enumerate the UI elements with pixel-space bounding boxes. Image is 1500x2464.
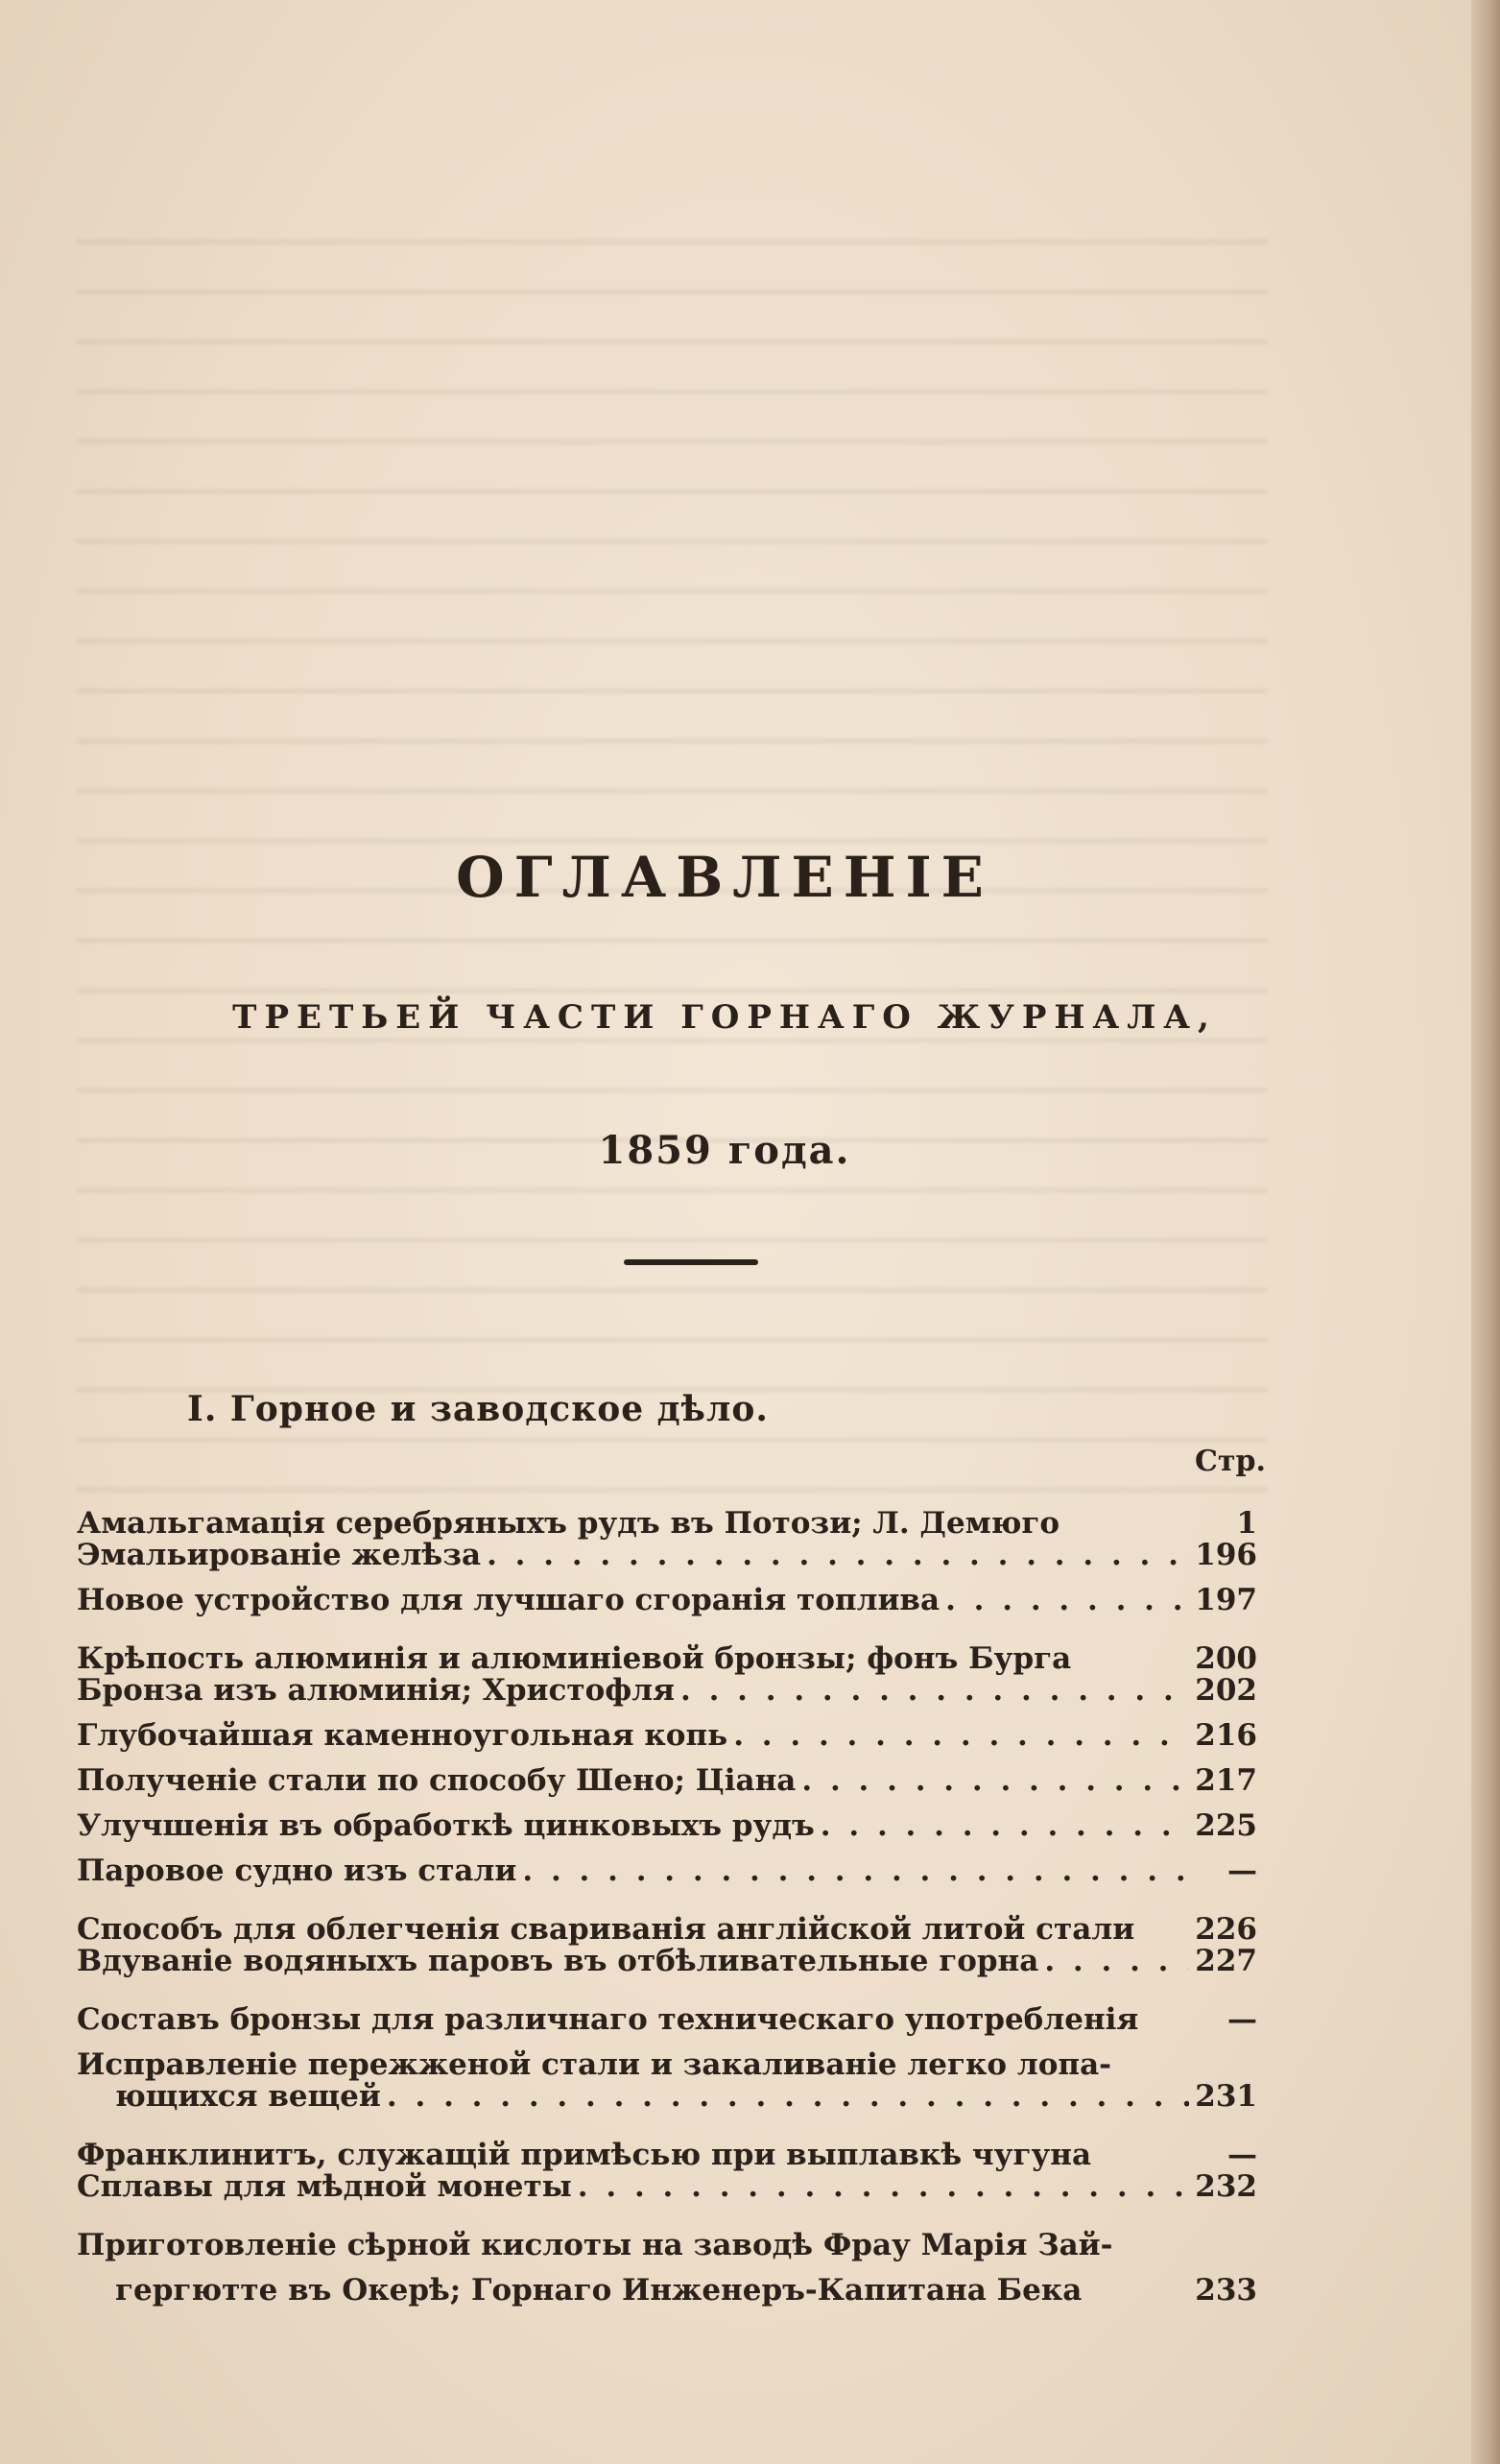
toc-entry-title: ющихся вещей [115,2079,381,2114]
toc-entry-page: 226 [1195,1912,1257,1947]
toc-leader [578,2165,1190,2210]
toc-entry-page: 233 [1195,2273,1257,2308]
toc-leader [1097,2119,1194,2165]
page-title: ОГЛАВЛЕНІЕ [456,845,993,910]
toc-entry-page: 197 [1195,1583,1257,1617]
toc-entry-title: Франклинитъ, служащій примѣсью при выплавкѣ чугуна [77,2138,1092,2172]
toc-entry-title: Улучшенія въ обработкѣ цинковыхъ рудъ [77,1808,815,1843]
toc-entry-page: 227 [1195,1944,1257,1978]
toc-leader [733,1713,1189,1758]
toc-entry-title: Эмальированіе желѣза [77,1538,482,1572]
toc-leader [522,1849,1194,1894]
toc-entry-page: — [1227,2138,1257,2172]
toc-entry [77,2165,1257,2210]
toc-entry-title: Составъ бронзы для различнаго техническаго употребленія [77,2002,1139,2037]
toc-entry-page: — [1227,2002,1257,2037]
toc-leader [821,1804,1189,1849]
page-column-header: Стр. [1195,1445,1266,1478]
toc-leader [1119,2210,1194,2255]
toc-leader [1044,1939,1189,1984]
toc-entry [77,2074,1257,2119]
toc-leader [487,1533,1189,1578]
toc-leader [1140,1894,1189,1939]
toc-entry [77,1533,1257,1578]
toc-entry-page: 216 [1195,1718,1257,1753]
toc-leader [1065,1488,1194,1533]
page-subtitle: ТРЕТЬЕЙ ЧАСТИ ГОРНАГО ЖУРНАЛА, [232,998,1217,1037]
toc-entry [77,1488,1257,1541]
toc-entry-page: 1 [1236,1506,1257,1541]
toc-entry-title: Амальгамація серебряныхъ рудъ въ Потози; Л. Демюго [77,1506,1060,1541]
toc-entry [77,1984,1257,2037]
divider-rule [624,1259,758,1265]
toc-entry-title: Бронза изъ алюминія; Христофля [77,1673,675,1708]
toc-entry-title: Глубочайшая каменноугольная копь [77,1718,728,1753]
toc-leader [1144,1984,1194,2029]
page-edge [1471,0,1500,2464]
toc-entry-page: 231 [1195,2079,1257,2114]
toc-entry [77,1578,1257,1623]
page-year: 1859 года. [598,1128,851,1173]
toc-entry-title: Приготовленіе сѣрной кислоты на заводѣ Фрау Марія Зай- [77,2228,1113,2262]
toc-entry-title: Паровое судно изъ стали [77,1854,517,1888]
toc-entry [77,2210,1257,2262]
toc-entry [77,1758,1257,1804]
toc-entry [77,1713,1257,1758]
toc-entry-title: Крѣпость алюминія и алюминіевой бронзы; фонъ Бурга [77,1641,1072,1676]
toc-entry-title: гергютте въ Окерѣ; Горнаго Инженеръ-Капитана Бека [115,2273,1083,2308]
toc-leader [1117,2029,1194,2074]
toc-entry [77,1668,1257,1713]
toc-entry-title: Новое устройство для лучшаго сгоранія топлива [77,1583,940,1617]
toc-entry-page: 196 [1195,1538,1257,1572]
toc-entry-title: Исправленіе пережженой стали и закаливаніе легко лопа- [77,2047,1112,2082]
toc-entry [77,1849,1257,1894]
toc-entry [77,1894,1257,1947]
toc-leader [1077,1623,1189,1668]
toc-entry-page: 200 [1195,1641,1257,1676]
toc-entry-page: 202 [1195,1673,1257,1708]
toc-leader [801,1758,1189,1804]
toc-entry-page: — [1227,1854,1257,1888]
toc-leader [1087,2255,1189,2300]
toc-entry-page: 225 [1195,1808,1257,1843]
toc-entry [77,1939,1257,1984]
toc-leader [387,2074,1189,2119]
toc-entry-title: Сплавы для мѣдной монеты [77,2169,572,2204]
toc-leader [680,1668,1189,1713]
toc-entry-title: Полученіе стали по способу Шено; Ціана [77,1763,797,1798]
toc-entry-page: 217 [1195,1763,1257,1798]
toc-entry [77,2119,1257,2172]
toc-entry-page: 232 [1195,2169,1257,2204]
toc-entry [77,1623,1257,1676]
toc-leader [945,1578,1189,1623]
toc-entry [77,1804,1257,1849]
toc-entry-title: Вдуваніе водяныхъ паровъ въ отбѣливательные горна [77,1944,1039,1978]
toc-entry-title: Способъ для облегченія свариванія англійской литой стали [77,1912,1135,1947]
section-heading: I. Горное и заводское дѣло. [187,1389,769,1429]
table-of-contents [77,1488,1257,2308]
